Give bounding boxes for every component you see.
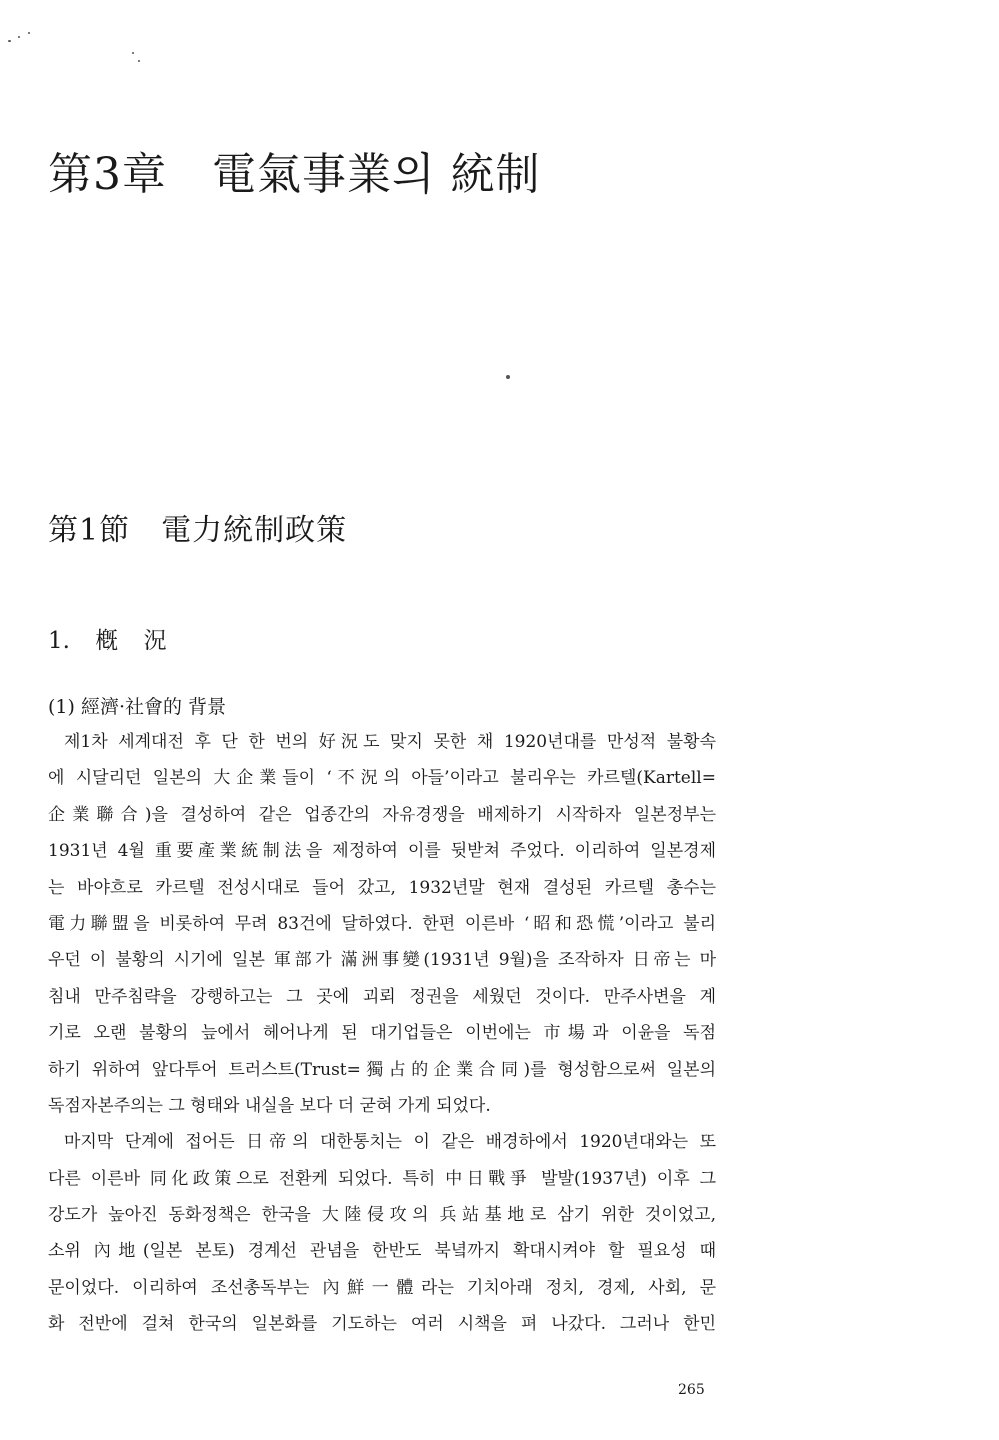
body-line: 독점자본주의는 그 형태와 내실을 보다 더 굳혀 가게 되었다.	[48, 1095, 491, 1116]
scan-speck	[28, 32, 30, 34]
scan-speck	[138, 60, 140, 62]
body-line: 기로 오랜 불황의 늪에서 헤어나게 된 대기업들은 이번에는 市場과 이윤을 독점	[48, 1023, 716, 1044]
body-line: 화 전반에 걸쳐 한국의 일본화를 기도하는 여러 시책을 펴 나갔다. 그러나 한민	[48, 1314, 716, 1335]
scan-speck	[18, 36, 20, 38]
subheading-title: (1) 經濟·社會的 背景	[48, 696, 227, 718]
body-line: 소위 內地(일본 본토) 경계선 관념을 한반도 북녘까지 확대시켜야 할 필요성 때	[48, 1241, 716, 1262]
body-line: 문이었다. 이리하여 조선총독부는 內鮮一體라는 기치아래 정치, 경제, 사회, 문	[48, 1277, 716, 1298]
body-line: 하기 위하여 앞다투어 트러스트(Trust=獨占的企業合同)를 형성함으로써 일본의	[48, 1059, 716, 1080]
scan-speck	[506, 375, 510, 379]
scan-speck	[132, 52, 134, 54]
body-line: 우던 이 불황의 시기에 일본 軍部가 滿洲事變(1931년 9월)을 조작하자 日帝는 마	[48, 950, 716, 971]
body-line: 企業聯合)을 결성하여 같은 업종간의 자유경쟁을 배제하기 시작하자 일본정부는	[48, 804, 716, 825]
scan-speck	[8, 40, 11, 42]
body-line: 는 바야흐로 카르텔 전성시대로 들어 갔고, 1932년말 현재 결성된 카르텔 총수는	[48, 877, 716, 898]
body-line: 1931년 4월 重要產業統制法을 제정하여 이를 뒷받쳐 주었다. 이리하여 일본경제	[48, 841, 716, 862]
body-line: 강도가 높아진 동화정책은 한국을 大陸侵攻의 兵站基地로 삼기 위한 것이었고,	[48, 1205, 716, 1226]
body-text	[48, 724, 716, 1343]
body-line: 電力聯盟을 비롯하여 무려 83건에 달하였다. 한편 이른바 ‘昭和恐慌’이라고 불리	[48, 913, 716, 934]
body-line: 마지막 단계에 접어든 日帝의 대한통치는 이 같은 배경하에서 1920년대와는 또	[64, 1132, 716, 1153]
page-number: 265	[678, 1382, 705, 1398]
section-title: 第1節 電力統制政策	[48, 513, 348, 548]
body-line: 에 시달리던 일본의 大企業들이 ‘不況의 아들’이라고 불리우는 카르텔(Kartell=	[48, 768, 716, 789]
body-line: 침내 만주침략을 강행하고는 그 곳에 괴뢰 정권을 세웠던 것이다. 만주사변을 계	[48, 986, 716, 1007]
body-line: 제1차 세계대전 후 단 한 번의 好況도 맞지 못한 채 1920년대를 만성적 불황속	[64, 732, 716, 752]
body-line: 다른 이른바 同化政策으로 전환케 되었다. 특히 中日戰爭 발발(1937년) 이후 그	[48, 1168, 716, 1189]
subsection-title: 1. 槪 況	[48, 628, 167, 654]
chapter-title: 第3章 電氣事業의 統制	[48, 149, 541, 200]
